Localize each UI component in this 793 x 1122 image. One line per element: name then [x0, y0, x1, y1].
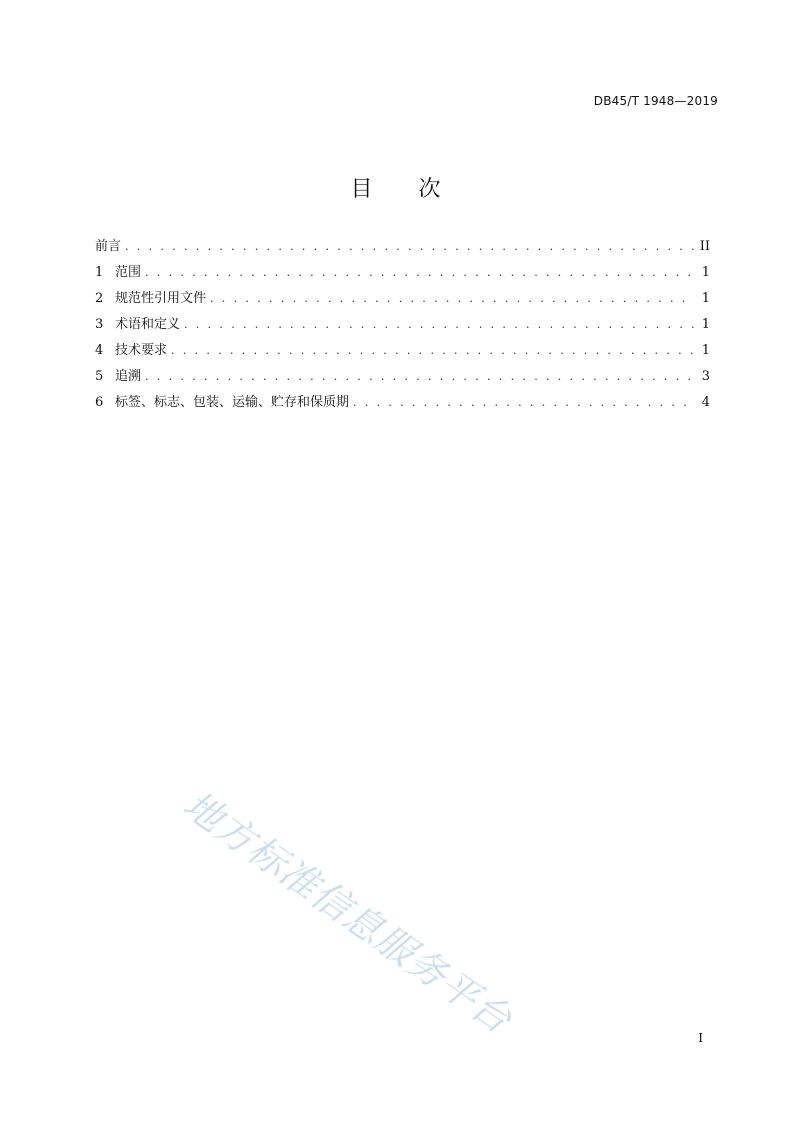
toc-entry-traceability[interactable]: [95, 367, 710, 393]
toc-entry-number: 3: [95, 317, 104, 332]
toc-title-char: 次: [418, 177, 443, 202]
toc-entry-page: 1: [701, 343, 710, 358]
toc-entry-page: 1: [701, 291, 710, 306]
toc-dot-leader: [353, 393, 694, 413]
toc-entry-page: 4: [701, 395, 710, 410]
toc-entry-label: 追溯: [115, 369, 142, 384]
toc-entry-scope[interactable]: [95, 263, 710, 289]
toc-dot-leader: [145, 263, 694, 283]
toc-title: [0, 172, 793, 203]
page-number: I: [698, 1031, 703, 1045]
toc-entry-number: 5: [95, 369, 104, 384]
toc-entry-preface[interactable]: [95, 237, 710, 263]
toc-entry-page: 1: [701, 317, 710, 332]
toc-entry-label: 范围: [115, 265, 142, 280]
toc-entry-labeling-packaging[interactable]: [95, 393, 710, 419]
toc-dot-leader: [171, 341, 694, 361]
toc-dot-leader: [145, 367, 694, 387]
toc-entry-terms-definitions[interactable]: [95, 315, 710, 341]
toc-title-char: 目: [350, 177, 375, 202]
toc-entry-label: 规范性引用文件: [115, 291, 207, 306]
toc-entry-label: 前言: [95, 239, 122, 254]
toc-entry-label: 标签、标志、包装、运输、贮存和保质期: [115, 395, 350, 410]
toc-entry-page: 3: [701, 369, 710, 384]
toc-dot-leader: [210, 289, 694, 309]
table-of-contents: [95, 237, 710, 419]
toc-entry-number: 6: [95, 395, 104, 410]
toc-entry-number: 2: [95, 291, 104, 306]
document-code: DB45/T 1948—2019: [593, 94, 718, 108]
toc-entry-number: 4: [95, 343, 104, 358]
toc-dot-leader: [184, 315, 694, 335]
toc-entry-label: 技术要求: [115, 343, 168, 358]
toc-dot-leader: [125, 237, 694, 257]
toc-entry-page: 1: [701, 265, 710, 280]
toc-entry-label: 术语和定义: [115, 317, 181, 332]
watermark: 地方标准信息服务平台: [175, 782, 521, 1043]
toc-entry-technical-requirements[interactable]: [95, 341, 710, 367]
toc-entry-number: 1: [95, 265, 104, 280]
toc-entry-page: II: [699, 239, 710, 254]
toc-entry-normative-references[interactable]: [95, 289, 710, 315]
